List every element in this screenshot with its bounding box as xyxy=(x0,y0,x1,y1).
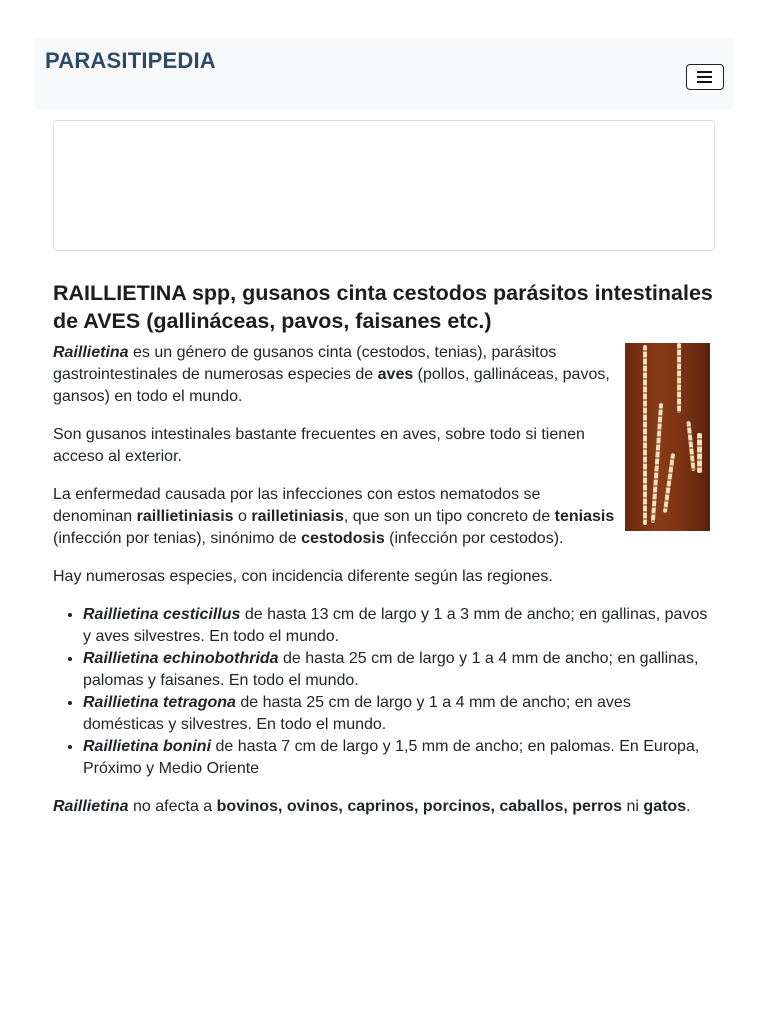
species-list xyxy=(53,604,715,780)
site-brand[interactable]: PARASITIPEDIA xyxy=(45,48,216,73)
raillietina-photo xyxy=(625,343,710,531)
frequency-paragraph: Son gusanos intestinales bastante frecuentes en aves, sobre todo si tienen acceso al exterior. xyxy=(53,426,585,465)
list-item: • Raillietina bonini de hasta 7 cm de largo y 1,5 mm de ancho; en palomas. En Europa, Próximo y Medio Oriente xyxy=(83,736,715,780)
list-item: • Raillietina cesticillus de hasta 13 cm de largo y 1 a 3 mm de ancho; en gallinas, pavos y aves silvestres. En todo el mundo. xyxy=(83,604,715,648)
species-intro: Hay numerosas especies, con incidencia diferente según las regiones. xyxy=(53,568,553,585)
disease-paragraph: La enfermedad causada por las infecciones con estos nematodos se denominan raillietiniasis o railletiniasis, que son un tipo concreto de teniasis (infección por tenias), sinónimo de cestodosis (infección por cestodos). xyxy=(53,486,615,547)
intro-paragraph: Raillietina es un género de gusanos cinta (cestodos, tenias), parásitos gastrointestinales de numerosas especies de aves (pollos, gallináceas, pavos, gansos) en todo el mundo. xyxy=(53,344,610,405)
ad-placeholder xyxy=(53,120,715,251)
hosts-paragraph: Raillietina no afecta a bovinos, ovinos, caprinos, porcinos, caballos, perros ni gatos. xyxy=(53,798,691,815)
page-title: RAILLIETINA spp, gusanos cinta cestodos parásitos intestinales de AVES (gallináceas, pavos, faisanes etc.) xyxy=(53,281,713,333)
article-body xyxy=(53,342,715,834)
navbar xyxy=(35,38,733,110)
list-item: • Raillietina echinobothrida de hasta 25 cm de largo y 1 a 4 mm de ancho; en gallinas, palomas y faisanes. En todo el mundo. xyxy=(83,648,715,692)
menu-toggle-button[interactable] xyxy=(686,64,724,90)
hamburger-icon xyxy=(697,71,712,73)
list-item: • Raillietina tetragona de hasta 25 cm de largo y 1 a 4 mm de ancho; en aves domésticas y silvestres. En todo el mundo. xyxy=(83,692,715,736)
